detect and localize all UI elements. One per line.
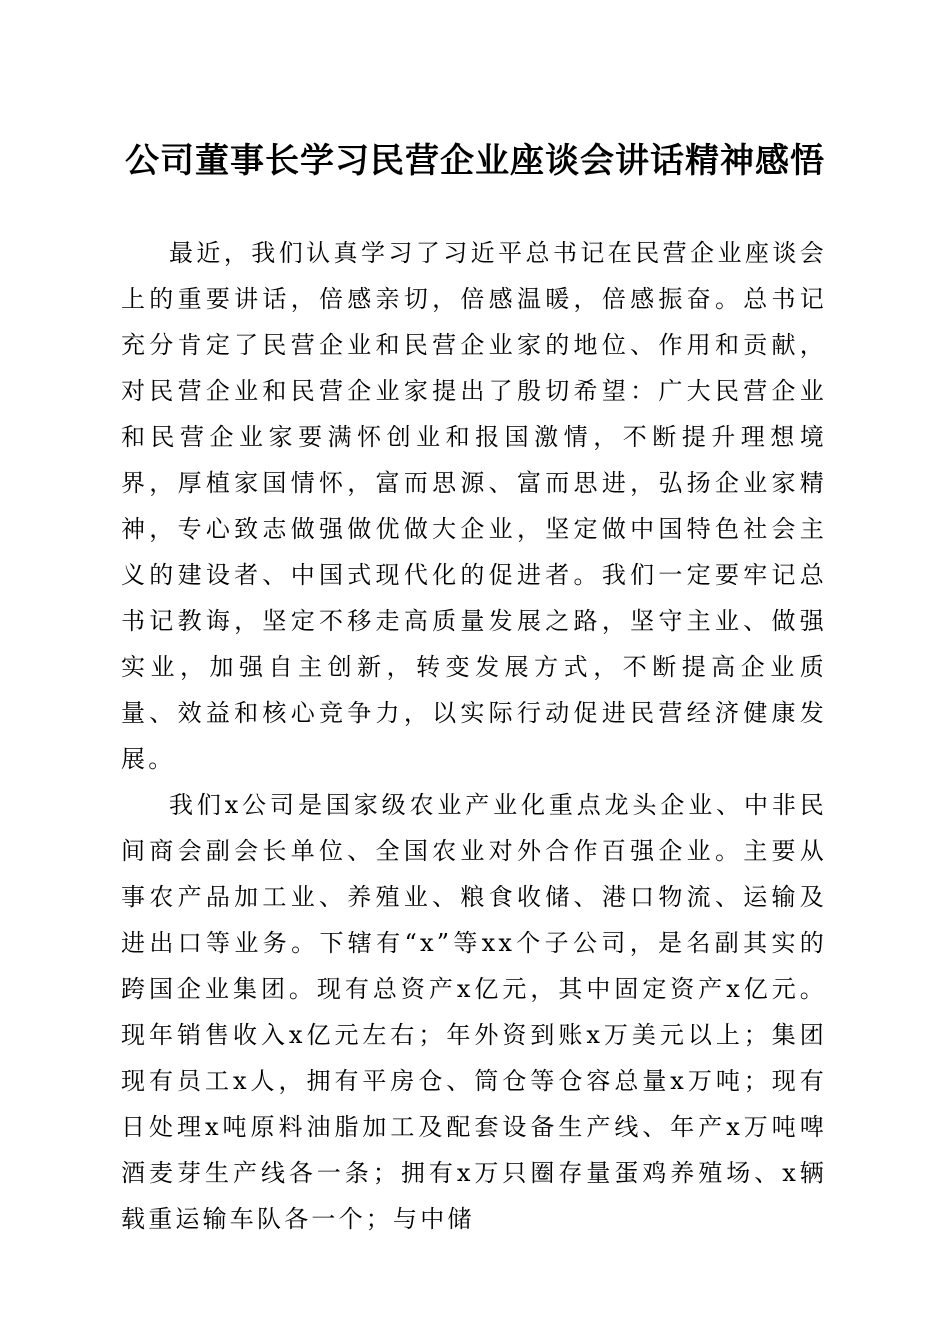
paragraph: 我们x公司是国家级农业产业化重点龙头企业、中非民间商会副会长单位、全国农业对外合作百强企业。主要从事农产品加工业、养殖业、粮食收储、港口物流、运输及进出口等业务。下辖有“x”等xx个子公司，是名副其实的跨国企业集团。现有总资产x亿元，其中固定资产x亿元。现年销售收入x亿元左右；年外资到账x万美元以上；集团现有员工x人，拥有平房仓、筒仓等仓容总量x万吨；现有日处理x吨原料油脂加工及配套设备生产线、年产x万吨啤酒麦芽生产线各一条；拥有x万只圈存量蛋鸡养殖场、x辆载重运输车队各一个；与中储 [121, 791, 827, 1233]
document-body [121, 230, 827, 1242]
paragraph: 最近，我们认真学习了习近平总书记在民营企业座谈会上的重要讲话，倍感亲切，倍感温暖，倍感振奋。总书记充分肯定了民营企业和民营企业家的地位、作用和贡献，对民营企业和民营企业家提出了殷切希望：广大民营企业和民营企业家要满怀创业和报国激情，不断提升理想境界，厚植家国情怀，富而思源、富而思进，弘扬企业家精神，专心致志做强做优做大企业，坚定做中国特色社会主义的建设者、中国式现代化的促进者。我们一定要牢记总书记教诲，坚定不移走高质量发展之路，坚守主业、做强实业，加强自主创新，转变发展方式，不断提高企业质量、效益和核心竞争力，以实际行动促进民营经济健康发展。 [121, 239, 827, 773]
document-title: 公司董事长学习民营企业座谈会讲话精神感悟 [125, 141, 825, 181]
